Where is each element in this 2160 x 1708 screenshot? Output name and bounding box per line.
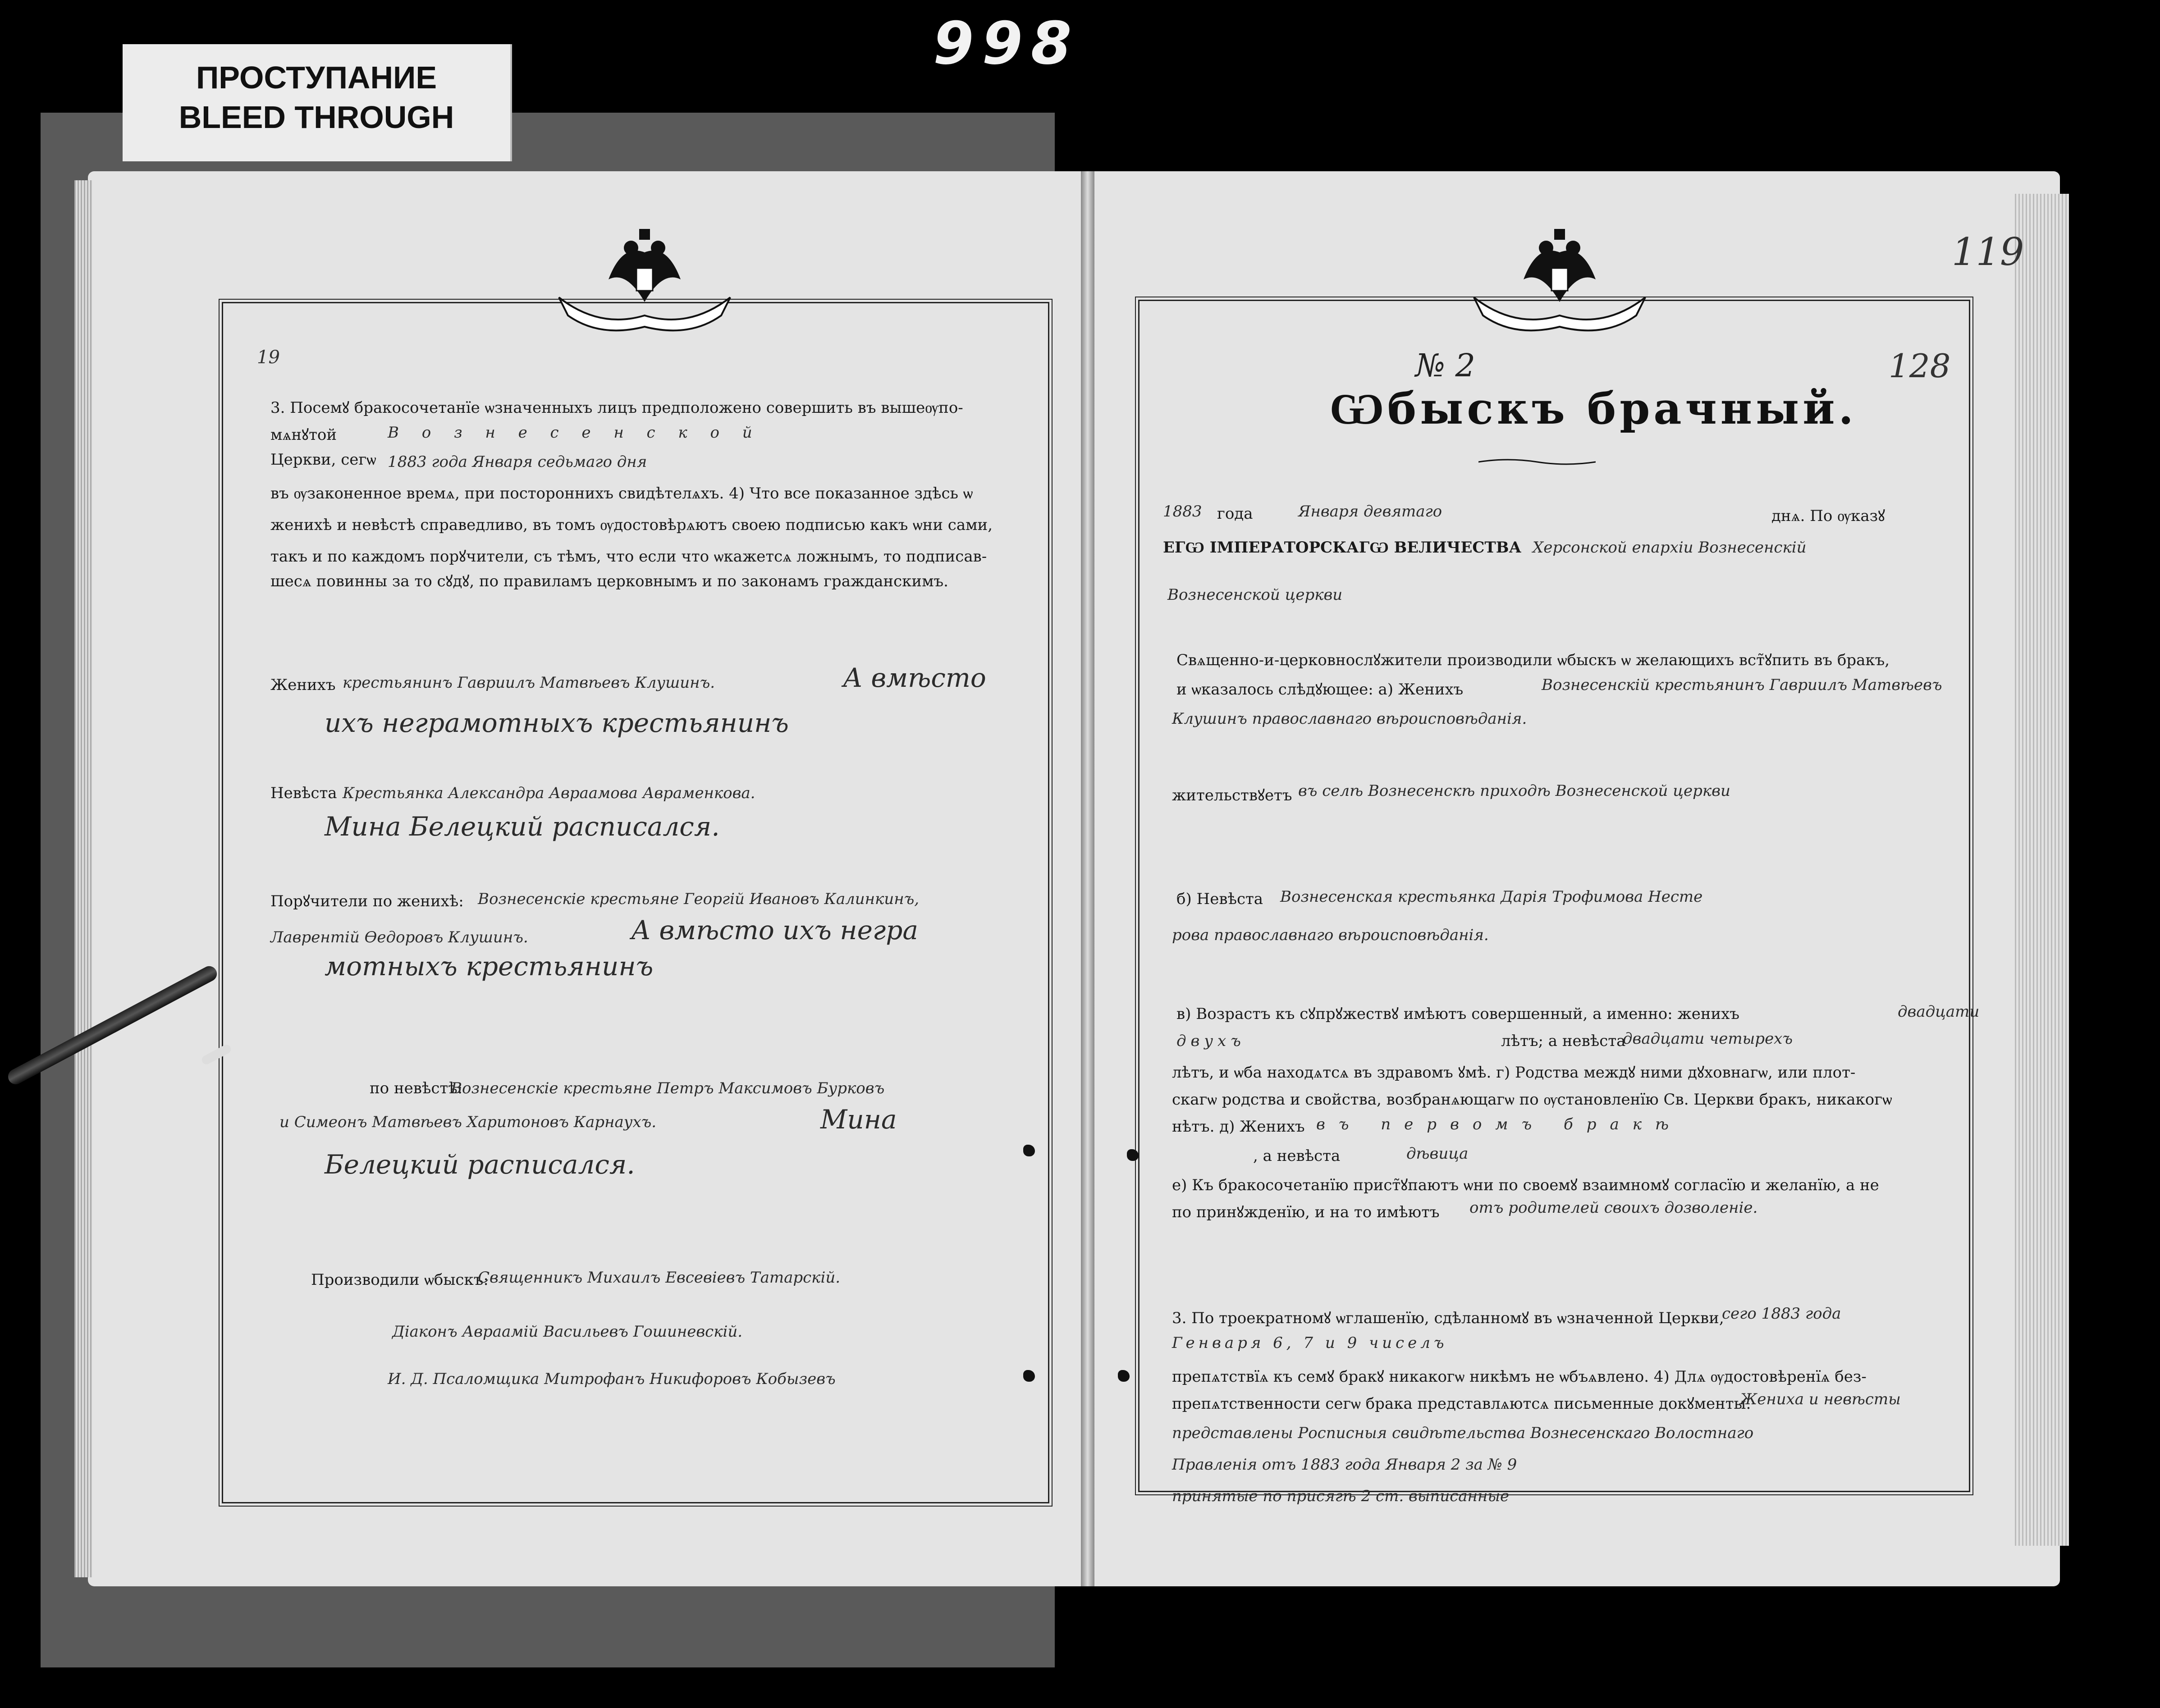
- church-handwriting: 1883 года Января седьмаго дня: [388, 453, 647, 471]
- majesty-text: ЕГѠ ІМПЕРАТОРСКАГѠ ВЕЛИЧЕСТВА: [1163, 539, 1522, 557]
- groom-sureties-handwriting-1: Вознесенскiе крестьяне Георгiй Ивановъ Калинкинъ,: [478, 890, 920, 908]
- record-number: № 2: [1415, 347, 1476, 384]
- age-groom-handwriting-2: двухъ: [1176, 1032, 1245, 1050]
- year-label: года: [1217, 505, 1253, 523]
- book-gutter: [1081, 171, 1094, 1586]
- groom-handwriting-1b: А вмѣсто: [843, 662, 986, 693]
- day-label: днѧ. По ѹказꙋ: [1771, 507, 1885, 525]
- consent-text-2: по принꙋжденїю, и на то имѣютъ: [1172, 1203, 1440, 1221]
- legal-text-4: шесѧ повинны за то сꙋдꙋ, по правиламъ церковнымъ и по законамъ гражданскимъ.: [270, 572, 948, 590]
- banns-text: 3. По троекратномꙋ ѡглашенїю, сдѣланномꙋ въ ѡзначенной Церкви,: [1172, 1309, 1724, 1327]
- bride-handwriting-right-1: Вознесенская крестьянка Дарiя Трофимова Несте: [1280, 888, 1703, 906]
- item-marriage-text: 3. Посемꙋ бракосочетанїе ѡзначенныхъ лицъ предположено совершить въ вышеѹпо-: [270, 399, 963, 417]
- documents-handwriting-4: принятые по присягѣ 2 ст. выписанные: [1172, 1487, 1510, 1505]
- residence-handwriting: въ селѣ Вознесенскѣ приходѣ Вознесенской церкви: [1298, 782, 1730, 800]
- label-russian: ПРОСТУПАНИЕ: [196, 60, 437, 95]
- ink-blot: [1118, 1370, 1130, 1382]
- document-title: Ѡбыскъ брачный.: [1330, 383, 1857, 434]
- bride-prior-label: , а невѣста: [1253, 1147, 1341, 1165]
- church-label: Церкви, сегѡ: [270, 451, 376, 469]
- consent-handwriting: отъ родителей своихъ дозволенiе.: [1469, 1199, 1758, 1217]
- item-marriage-handwriting: В о з н е с е н с к о й: [388, 424, 761, 442]
- bride-sureties-handwriting-1: Вознесенскiе крестьяне Петръ Максимовъ Бурковъ: [451, 1079, 885, 1097]
- imperial-eagle-crest-right-icon: [1469, 225, 1650, 333]
- documents-text: препѧтственности сегѡ брака представлѧютсѧ письменные докꙋменты.: [1172, 1395, 1751, 1413]
- prior-marriage-handwriting: въ первомъ бракѣ: [1316, 1115, 1683, 1133]
- item-marriage-text-b: мѧнꙋтой: [270, 426, 337, 444]
- bride-label-right: б) Невѣста: [1176, 890, 1263, 908]
- groom-sureties-handwriting-3: мотныхъ крестьянинъ: [325, 951, 654, 982]
- handwritten-page-number: 128: [1889, 347, 1951, 385]
- bride-prior-handwriting: дѣвица: [1406, 1145, 1469, 1163]
- ink-blot: [1023, 1145, 1035, 1156]
- groom-handwriting-right-2: Клушинъ православнаго вѣроисповѣданiя.: [1172, 710, 1527, 728]
- conducted-handwriting-2: Дiаконъ Авраамiй Васильевъ Гошиневскiй.: [392, 1323, 743, 1341]
- prior-marriage-label: нѣтъ. д) Женихъ: [1172, 1118, 1305, 1136]
- imperial-eagle-crest-left-icon: [554, 225, 735, 333]
- ink-blot: [1127, 1149, 1139, 1161]
- groom-label: Женихъ: [270, 676, 336, 694]
- corner-page-number: 119: [1952, 230, 2024, 274]
- groom-sureties-handwriting-2b: А вмѣсто ихъ негра: [631, 915, 918, 945]
- banns-handwriting-2: Генваря 6, 7 и 9 чиселъ: [1172, 1334, 1448, 1352]
- label-english: BLEED THROUGH: [178, 100, 454, 135]
- groom-handwriting-right-1: Вознесенскiй крестьянинъ Гавриилъ Матвѣевъ: [1542, 676, 1942, 694]
- age-text: в) Возрастъ къ сꙋпрꙋжествꙋ имѣютъ совершенный, а именно: женихъ: [1176, 1005, 1740, 1023]
- age-bride-label: лѣтъ; а невѣста: [1501, 1032, 1626, 1050]
- kinship-text: скагѡ родства и свойства, возбранѧющагѡ по ѹстановленїю Св. Церкви бракъ, никакогѡ: [1172, 1091, 1892, 1109]
- age-groom-handwriting: двадцати: [1898, 1003, 1980, 1021]
- ink-blot: [1023, 1370, 1035, 1382]
- legal-text-3: такъ и по каждомъ порꙋчители, съ тѣмъ, что если что ѡкажетсѧ ложнымъ, то подписав-: [270, 548, 987, 566]
- year-handwriting: 1883: [1163, 502, 1202, 521]
- groom-handwriting-1: крестьянинъ Гавриилъ Матвѣевъ Клушинъ.: [343, 674, 715, 692]
- bride-handwriting-right-2: рова православнаго вѣроисповѣданiя.: [1172, 926, 1489, 944]
- bleed-through-label: [123, 44, 512, 161]
- legal-text-1: въ ѹзаконенное времѧ, при постороннихъ свидѣтелѧхъ. 4) Что все показанное здѣсь ѡ: [270, 484, 973, 502]
- groom-sureties-handwriting-2: Лаврентiй Ѳедоровъ Клушинъ.: [270, 928, 528, 946]
- consent-text: е) Къ бракосочетанїю прист̃ꙋпаютъ ѡни по своемꙋ взаимномꙋ согласїю и желанїю, а не: [1172, 1176, 1879, 1194]
- church-handwriting-right: Вознесенской церкви: [1167, 586, 1343, 604]
- residence-label: жительствꙋетъ: [1172, 786, 1292, 804]
- groom-line-label: и ѡказалось слѣдꙋющее: а) Женихъ: [1176, 680, 1464, 699]
- date-handwriting: Января девятаго: [1298, 502, 1442, 521]
- bride-label: Невѣста: [270, 784, 337, 802]
- bride-sureties-label: по невѣстѣ:: [370, 1079, 463, 1097]
- frame-number: 998: [933, 9, 1080, 78]
- documents-handwriting-2: представлены Росписныя свидѣтельства Вознесенскаго Волостнаго: [1172, 1424, 1754, 1442]
- age-bride-handwriting: двадцати четырехъ: [1623, 1030, 1793, 1048]
- health-text: лѣтъ, и ѡба находѧтсѧ въ здравомъ ꙋмѣ. г) Родства междꙋ ними дꙋховнагѡ, или плот-: [1172, 1064, 1856, 1082]
- bride-handwriting-1: Крестьянка Александра Авраамова Авраменкова.: [343, 784, 755, 802]
- bride-sureties-handwriting-3: Белецкий расписался.: [325, 1149, 635, 1180]
- title-flourish-icon: [1478, 457, 1596, 466]
- bride-sureties-handwriting-2: и Симеонъ Матвѣевъ Харитоновъ Карнаухъ.: [279, 1113, 657, 1131]
- left-corner-mark: 19: [257, 347, 280, 368]
- groom-sureties-label: Порꙋчители по женихѣ:: [270, 892, 464, 910]
- left-page-edges: [74, 180, 92, 1577]
- legal-text-2: женихѣ и невѣстѣ справедливо, въ томъ ѹдостовѣрѧютъ своею подписью какъ ѡни сами,: [270, 516, 993, 534]
- conducted-handwriting-3: И. Д. Псаломщика Митрофанъ Никифоровъ Кобызевъ: [388, 1370, 836, 1388]
- documents-handwriting-3: Правленiя отъ 1883 года Января 2 за № 9: [1172, 1456, 1517, 1474]
- bride-sureties-handwriting-2b: Мина: [820, 1104, 897, 1135]
- right-page-edges: [2015, 194, 2069, 1546]
- banns-handwriting-1: сего 1883 года: [1722, 1305, 1841, 1323]
- majesty-handwriting: Херсонской епархiи Вознесенскiй: [1533, 539, 1807, 557]
- groom-handwriting-2: ихъ неграмотныхъ крестьянинъ: [325, 708, 789, 738]
- conducted-label: Производили ѡбыскъ:: [311, 1271, 489, 1289]
- conducted-handwriting-1: Священникъ Михаилъ Евсевiевъ Татарскiй.: [478, 1269, 841, 1287]
- documents-handwriting-1: Жениха и невѣсты: [1740, 1390, 1901, 1408]
- impediment-text: препѧтствїѧ къ семꙋ бракꙋ никакогѡ никѣмъ не ѡбъѧвлено. 4) Длѧ ѹдостовѣренїѧ без-: [1172, 1368, 1867, 1386]
- bride-handwriting-2: Мина Белецкий расписался.: [325, 811, 720, 842]
- clergy-text: Свѧщенно-и-церковнослꙋжители производили ѡбыскъ ѡ желающихъ вст̃ꙋпить въ бракъ,: [1176, 651, 1890, 669]
